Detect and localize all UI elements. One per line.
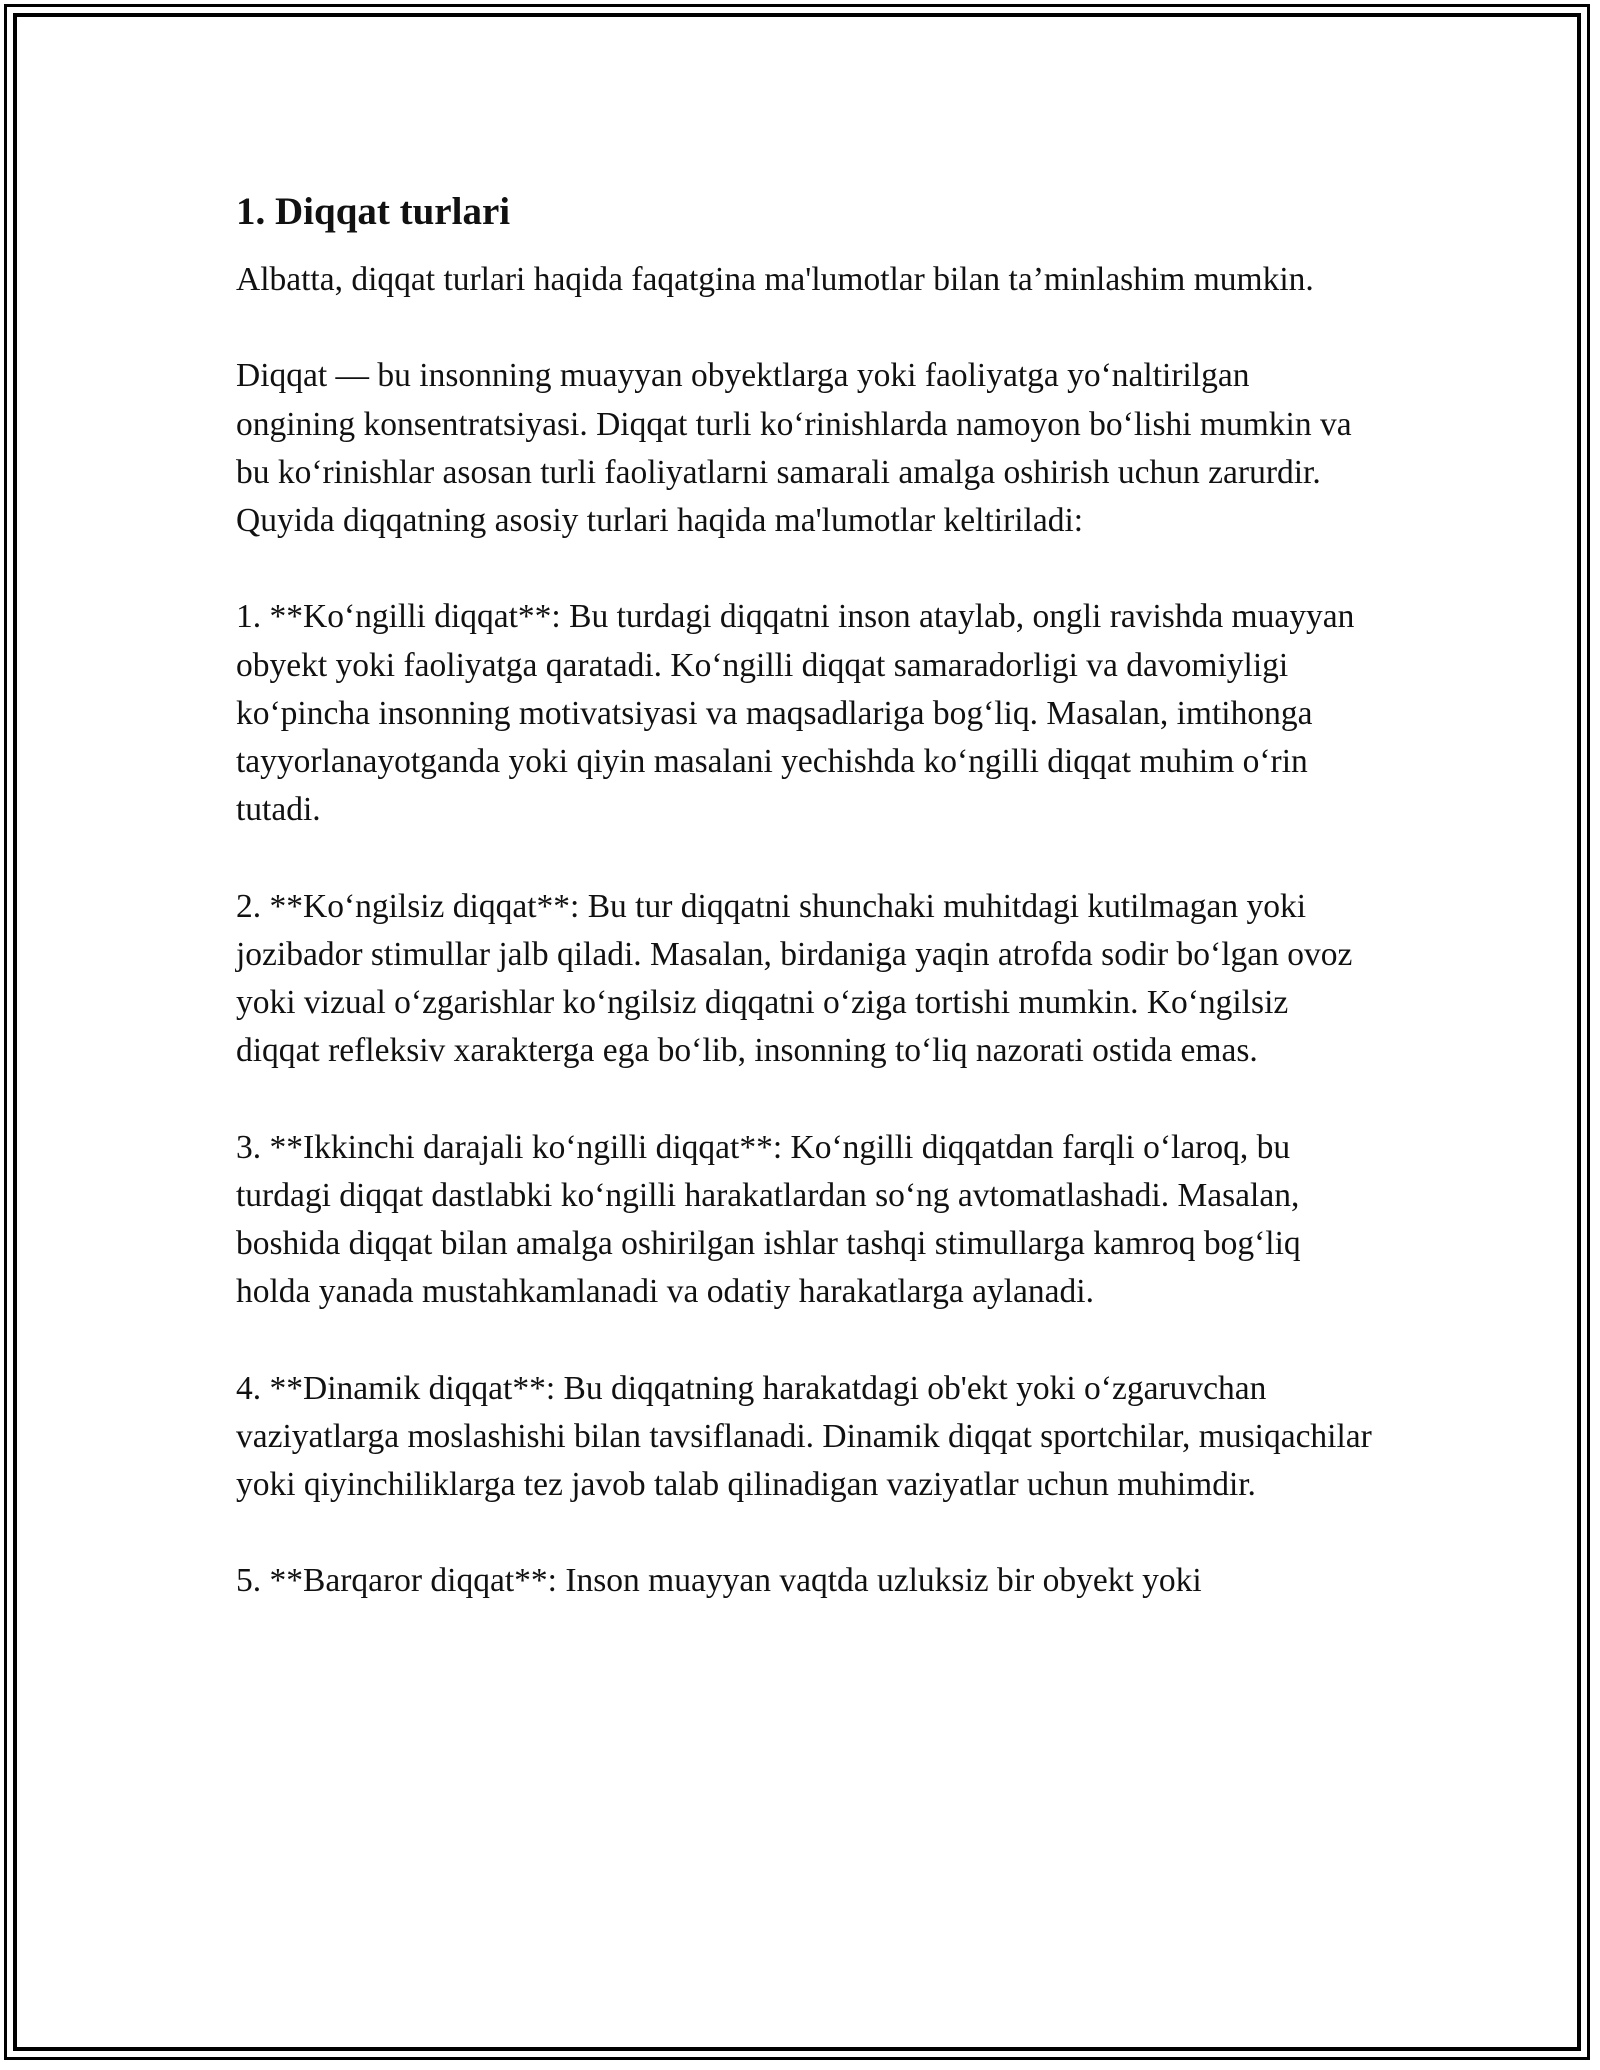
list-item-secondary-voluntary-attention: 3. **Ikkinchi darajali koʻngilli diqqat**: Koʻngilli diqqatdan farqli oʻlaroq, bu turdagi diqqat dastlabki koʻngilli harakatlardan soʻng avtomatlashadi. Masalan, boshida diqqat bilan amalga oshirilgan ishlar tashqi stimullarga kamroq bogʻliq holda yanada mustahkamlanadi va odatiy harakatlarga aylanadi. xyxy=(236,1128,1301,1311)
list-item-sustained-attention: 5. **Barqaror diqqat**: Inson muayyan vaqtda uzluksiz bir obyekt yoki xyxy=(236,1562,1202,1600)
section-heading: 1. Diqqat turlari xyxy=(236,190,511,233)
intro-paragraph: Albatta, diqqat turlari haqida faqatgina ma'lumotlar bilan ta’minlashim mumkin. xyxy=(236,261,1314,298)
definition-paragraph: Diqqat — bu insonning muayyan obyektlarga yoki faoliyatga yoʻnaltirilgan ongining konsentratsiyasi. Diqqat turli koʻrinishlarda namoyon boʻlishi mumkin va bu koʻrinishlar asosan turli faoliyatlarni samarali amalga oshirish uchun zarurdir. Quyida diqqatning asosiy turlari haqida ma'lumotlar keltiriladi: xyxy=(236,357,1352,539)
list-item-involuntary-attention: 2. **Koʻngilsiz diqqat**: Bu tur diqqatni shunchaki muhitdagi kutilmagan yoki jozibador stimullar jalb qiladi. Masalan, birdaniga yaqin atrofda sodir boʻlgan ovoz yoki vizual oʻzgarishlar koʻngilsiz diqqatni oʻziga tortishi mumkin. Koʻngilsiz diqqat refleksiv xarakterga ega boʻlib, insonning toʻliq nazorati ostida emas. xyxy=(236,887,1353,1070)
list-item-voluntary-attention: 1. **Koʻngilli diqqat**: Bu turdagi diqqatni inson ataylab, ongli ravishda muayyan obyekt yoki faoliyatga qaratadi. Koʻngilli diqqat samaradorligi va davomiyligi koʻpincha insonning motivatsiyasi va maqsadlariga bogʻliq. Masalan, imtihonga tayyorlanayotganda yoki qiyin masalani yechishda koʻngilli diqqat muhim oʻrin tutadi. xyxy=(236,598,1355,829)
document-body xyxy=(236,188,1376,1654)
list-item-dynamic-attention: 4. **Dinamik diqqat**: Bu diqqatning harakatdagi ob'ekt yoki oʻzgaruvchan vaziyatlarga moslashishi bilan tavsiflanadi. Dinamik diqqat sportchilar, musiqachilar yoki qiyinchiliklarga tez javob talab qilinadigan vaziyatlar uchun muhimdir. xyxy=(236,1369,1372,1503)
